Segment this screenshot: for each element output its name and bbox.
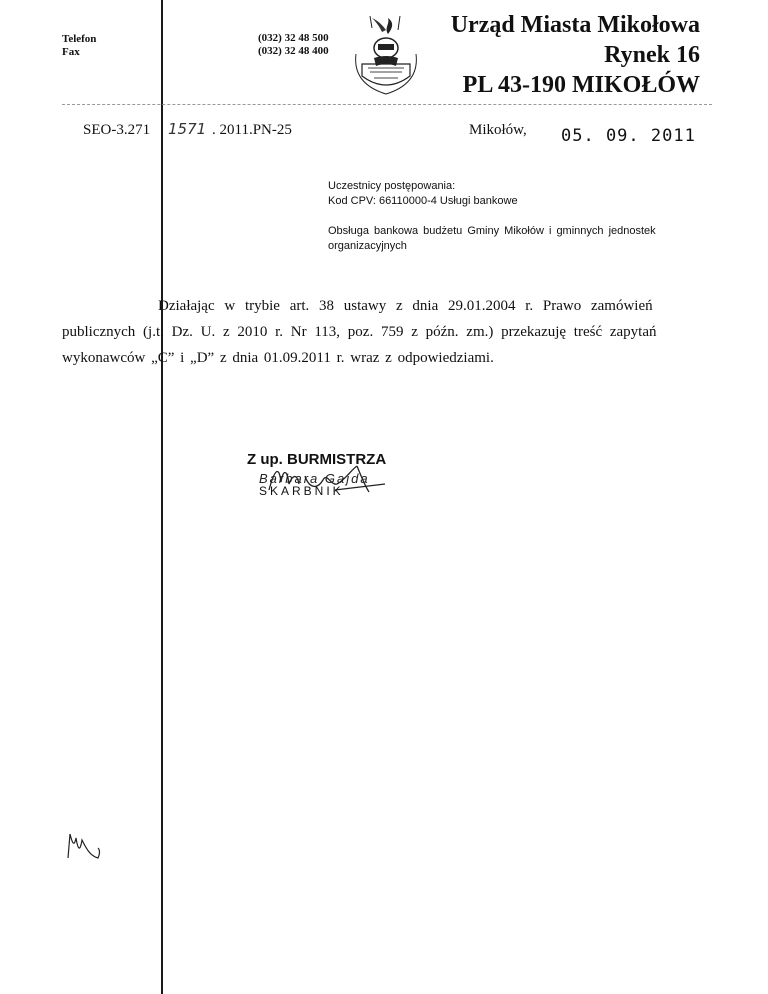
org-postal-city: PL 43-190 MIKOŁÓW <box>462 72 700 98</box>
fax-number: (032) 32 48 400 <box>258 45 329 57</box>
signatory-title: SKARBNIK <box>259 484 344 498</box>
reference-prefix: SEO-3.271 <box>83 122 151 138</box>
phone-label: Telefon <box>62 33 97 45</box>
body-line-1: Działając w trybie art. 38 ustawy z dnia 29.01.2004 r. Prawo zamówień <box>158 298 653 314</box>
reference-suffix: . 2011.PN-25 <box>212 122 292 138</box>
date-stamp: 05. 09. 2011 <box>561 126 696 146</box>
signatory-name: Barbara Gajda <box>259 471 370 486</box>
subject-line-2: organizacyjnych <box>328 240 407 252</box>
margin-initials <box>64 828 104 864</box>
coat-of-arms-emblem <box>350 14 426 96</box>
recipients-heading: Uczestnicy postępowania: <box>328 180 456 192</box>
phone-number: (032) 32 48 500 <box>258 32 329 44</box>
body-line-3: wykonawców „C” i „D” z dnia 01.09.2011 r. wraz z odpowiedziami. <box>62 350 494 366</box>
org-name: Urząd Miasta Mikołowa <box>450 12 700 38</box>
org-street: Rynek 16 <box>604 42 700 68</box>
left-margin-line <box>161 0 163 994</box>
body-line-2: publicznych (j.t. Dz. U. z 2010 r. Nr 113, poz. 759 z późn. zm.) przekazuję treść zapytań <box>62 324 657 340</box>
cpv-code: Kod CPV: 66110000-4 Usługi bankowe <box>328 195 518 207</box>
subject-line-1: Obsługa bankowa budżetu Gminy Mikołów i gminnych jednostek <box>328 225 656 237</box>
fax-label: Fax <box>62 46 80 58</box>
signature-stamp-title: Z up. BURMISTRZA <box>247 451 387 468</box>
document-place: Mikołów, <box>469 122 527 138</box>
header-divider <box>62 104 712 105</box>
reference-handwritten-number: 1571 <box>168 120 207 138</box>
